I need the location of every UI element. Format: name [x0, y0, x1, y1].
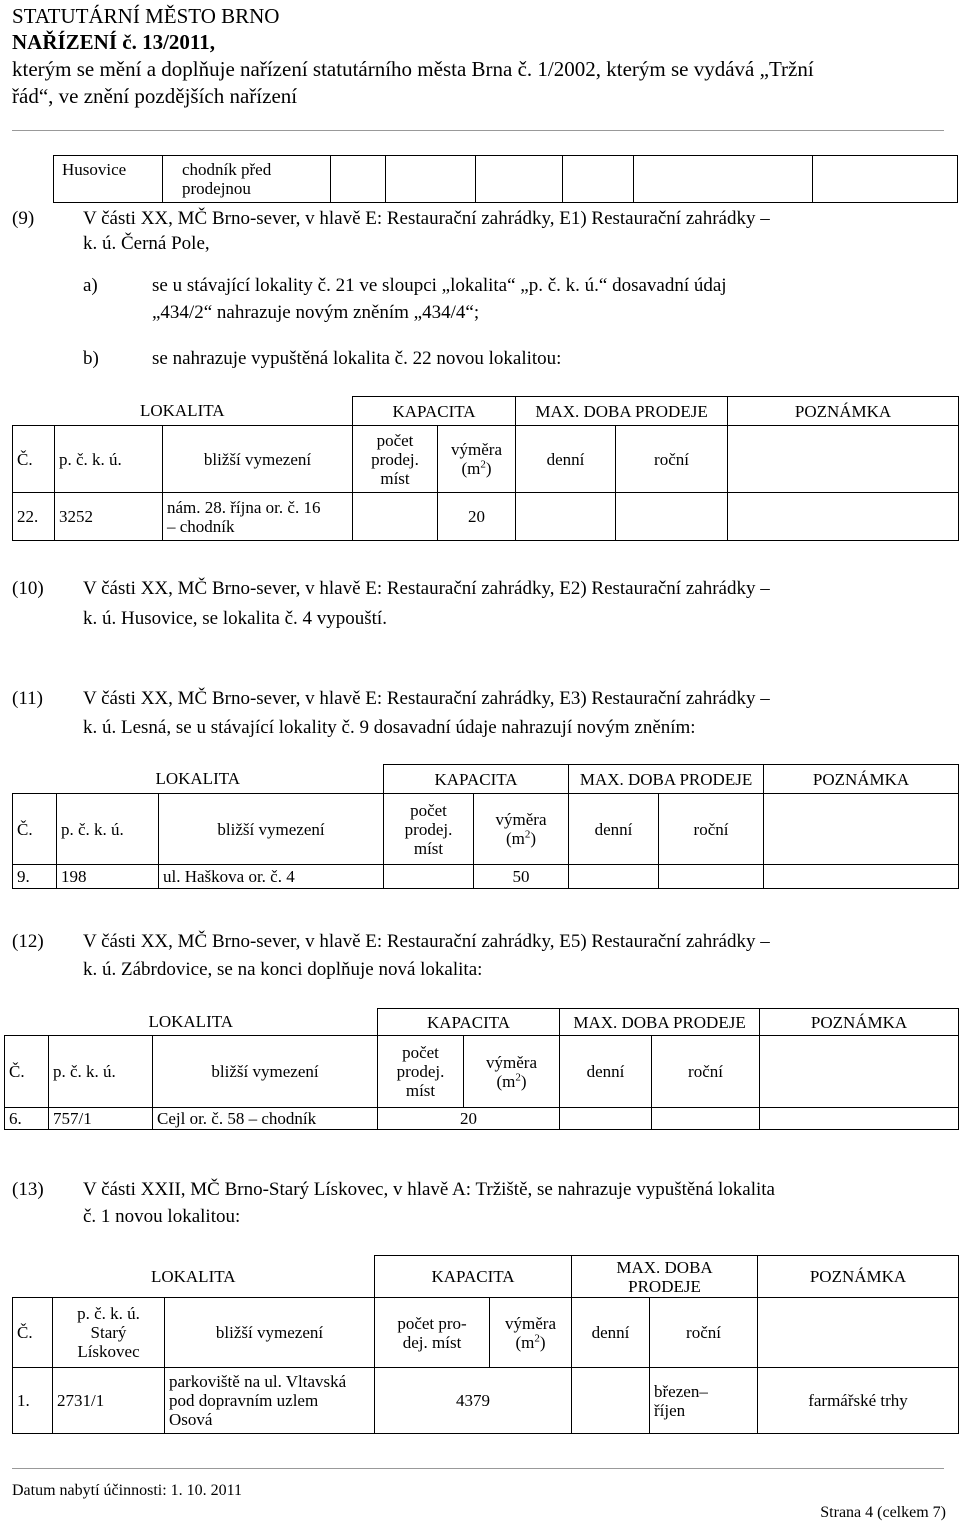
t12-col-blizsi: bližší vymezení — [153, 1036, 378, 1108]
t11-col-poznamka: POZNÁMKA — [764, 765, 959, 794]
col-pocet-l1: počet — [376, 430, 414, 450]
s9-a-label: a) — [83, 275, 98, 296]
t13-rocni-l1: březen– — [654, 1381, 708, 1401]
t11-col-rocni: roční — [659, 794, 764, 865]
s11-number: (11) — [12, 688, 43, 709]
s12-line2: k. ú. Zábrdovice, se na konci doplňuje nová lokalita: — [83, 959, 483, 980]
table-locality-1 — [12, 1255, 959, 1434]
footer-effective-date: Datum nabytí účinnosti: 1. 10. 2011 — [12, 1482, 243, 1499]
t13-col-lokalita: LOKALITA — [13, 1256, 375, 1298]
t12-col-kapacita: KAPACITA — [378, 1009, 560, 1036]
t13-col-denni: denní — [572, 1298, 650, 1368]
s13-line1: V části XXII, MČ Brno-Starý Lískovec, v hlavě A: Tržiště, se nahrazuje vypuštěná lokalita — [83, 1179, 775, 1200]
t9-blizsi-l2: – chodník — [167, 516, 235, 536]
col-denni: denní — [516, 426, 616, 493]
t11-col-kapacita: KAPACITA — [384, 765, 569, 794]
top-location: chodník před prodejnou — [182, 160, 272, 198]
col-blizsi: bližší vymezení — [163, 426, 353, 493]
t11-col-vymera-unit: (m — [505, 829, 525, 848]
col-c: Č. — [13, 426, 55, 493]
table-locality-22 — [12, 396, 959, 541]
t12-blizsi: Cejl or. č. 58 – chodník — [153, 1108, 378, 1130]
t13-col-blizsi: bližší vymezení — [165, 1298, 375, 1368]
t12-col-pocet-l1: počet — [402, 1043, 439, 1062]
t12-col-vymera-unit: (m — [496, 1071, 516, 1091]
t11-col-pck: p. č. k. ú. — [57, 794, 159, 865]
t13-col-poznamka: POZNÁMKA — [758, 1256, 959, 1298]
t12-col-denni: denní — [560, 1036, 652, 1108]
t11-blizsi: ul. Haškova or. č. 4 — [159, 865, 384, 889]
t11-col-lokalita: LOKALITA — [13, 765, 384, 794]
t13-rocni-l2: říjen — [654, 1400, 686, 1420]
t13-col-pck-l1: p. č. k. ú. — [77, 1304, 140, 1323]
s13-line2: č. 1 novou lokalitou: — [83, 1206, 241, 1227]
col-vymera-unit: (m — [461, 459, 481, 478]
col-pocet-l3: míst — [380, 468, 410, 488]
t13-c: 1. — [13, 1368, 53, 1434]
header-decree: NAŘÍZENÍ č. 13/2011, — [12, 30, 216, 54]
t13-blizsi-l2: pod dopravním uzlem — [169, 1391, 319, 1410]
t12-col-c: Č. — [5, 1036, 49, 1108]
t13-blizsi-l3: Osová — [169, 1410, 213, 1429]
t13-vymera: 4379 — [375, 1368, 572, 1434]
s10-number: (10) — [12, 578, 44, 599]
t13-col-pocet-l2: dej. míst — [402, 1332, 462, 1352]
t9-vymera: 20 — [438, 493, 516, 541]
col-vymera-sup: 2 — [480, 458, 486, 471]
t11-col-vymera-sup: 2 — [524, 828, 531, 841]
s12-line1: V části XX, MČ Brno-sever, v hlavě E: Restaurační zahrádky, E5) Restaurační zahrádky – — [83, 931, 770, 952]
footer-page-number: Strana 4 (celkem 7) — [820, 1504, 946, 1521]
t12-vymera: 20 — [378, 1108, 560, 1130]
t9-c: 22. — [13, 493, 55, 541]
t11-col-denni: denní — [569, 794, 659, 865]
t12-c: 6. — [5, 1108, 49, 1130]
col-lokalita: LOKALITA — [13, 397, 353, 426]
t13-col-pck-l2: Starý — [90, 1323, 127, 1342]
t13-col-vymera-close: ) — [539, 1332, 546, 1352]
t13-col-vymera-l1: výměra — [505, 1313, 556, 1333]
t11-col-vymera-l1: výměra — [495, 810, 547, 829]
table-locality-6 — [4, 1008, 959, 1130]
col-pocet-l2: prodej. — [371, 449, 419, 469]
t13-col-pck-l3: Lískovec — [77, 1342, 140, 1361]
t13-col-vymera-unit: (m — [515, 1332, 535, 1352]
t12-col-pocet-l3: míst — [405, 1081, 436, 1100]
t11-col-max-doba: MAX. DOBA PRODEJE — [569, 765, 764, 794]
col-pck: p. č. k. ú. — [55, 426, 163, 493]
t12-col-rocni: roční — [652, 1036, 760, 1108]
t12-col-max-doba: MAX. DOBA PRODEJE — [560, 1009, 760, 1036]
s12-number: (12) — [12, 931, 44, 952]
t13-poznamka: farmářské trhy — [758, 1368, 959, 1434]
t12-pck: 757/1 — [49, 1108, 153, 1130]
s9-line1: V části XX, MČ Brno-sever, v hlavě E: Restaurační zahrádky, E1) Restaurační zahrádky – — [83, 208, 770, 229]
col-vymera-l1: výměra — [451, 440, 502, 459]
t13-col-kapacita: KAPACITA — [375, 1256, 572, 1298]
t11-c: 9. — [13, 865, 57, 889]
t13-col-pocet-l1: počet pro- — [397, 1313, 467, 1333]
s9-a-line2: „434/2“ nahrazuje novým zněním „434/4“; — [152, 302, 480, 323]
col-rocni: roční — [616, 426, 728, 493]
header-subtitle-line1: kterým se mění a doplňuje nařízení statutárního města Brna č. 1/2002, kterým se vydává „Tržní — [12, 57, 814, 81]
s9-b-line1: se nahrazuje vypuštěná lokalita č. 22 novou lokalitou: — [152, 348, 562, 369]
top-area: Husovice — [62, 160, 127, 179]
t11-col-blizsi: bližší vymezení — [159, 794, 384, 865]
t11-col-vymera-close: ) — [530, 829, 537, 848]
t12-col-vymera-sup: 2 — [515, 1070, 521, 1083]
s13-number: (13) — [12, 1179, 44, 1200]
t13-col-c: Č. — [13, 1298, 53, 1368]
t12-col-vymera-close: ) — [520, 1071, 527, 1091]
t13-col-max: MAX. DOBA — [616, 1257, 713, 1277]
header-subtitle-line2: řád“, ve znění pozdějších nařízení — [12, 84, 298, 108]
t13-blizsi-l1: parkoviště na ul. Vltavská — [169, 1372, 347, 1391]
t12-col-lokalita: LOKALITA — [5, 1009, 378, 1036]
t11-col-pocet-l2: prodej. — [404, 819, 453, 839]
t11-col-c: Č. — [13, 794, 57, 865]
col-poznamka: POZNÁMKA — [728, 397, 959, 426]
header-city: STATUTÁRNÍ MĚSTO BRNO — [12, 4, 280, 28]
t11-col-pocet-l1: počet — [410, 800, 447, 820]
t9-blizsi-l1: nám. 28. října or. č. 16 — [167, 497, 321, 517]
col-vymera-close: ) — [485, 459, 492, 478]
t9-pck: 3252 — [55, 493, 163, 541]
t12-col-poznamka: POZNÁMKA — [760, 1009, 959, 1036]
col-kapacita: KAPACITA — [353, 397, 516, 426]
col-max-doba: MAX. DOBA PRODEJE — [516, 397, 728, 426]
table-locality-9 — [12, 764, 959, 889]
t11-vymera: 50 — [474, 865, 569, 889]
t12-col-vymera-l1: výměra — [486, 1052, 537, 1072]
t13-col-vymera-sup: 2 — [534, 1331, 540, 1344]
t13-col-prodeje: PRODEJE — [628, 1276, 701, 1296]
s10-line2: k. ú. Husovice, se lokalita č. 4 vypouští. — [83, 608, 387, 629]
t13-col-rocni: roční — [650, 1298, 758, 1368]
t11-col-pocet-l3: míst — [413, 838, 444, 858]
s11-line1: V části XX, MČ Brno-sever, v hlavě E: Restaurační zahrádky, E3) Restaurační zahrádky – — [83, 688, 770, 709]
s9-number: (9) — [12, 208, 35, 229]
s10-line1: V části XX, MČ Brno-sever, v hlavě E: Restaurační zahrádky, E2) Restaurační zahrádky – — [83, 578, 770, 599]
footer-divider — [12, 1468, 944, 1469]
s11-line2: k. ú. Lesná, se u stávající lokality č. 9 dosavadní údaje nahrazují novým zněním: — [83, 717, 696, 738]
s9-line2: k. ú. Černá Pole, — [83, 233, 210, 254]
t12-col-pck: p. č. k. ú. — [49, 1036, 153, 1108]
t12-col-pocet-l2: prodej. — [396, 1062, 445, 1081]
t11-pck: 198 — [57, 865, 159, 889]
t13-pck: 2731/1 — [53, 1368, 165, 1434]
s9-b-label: b) — [83, 348, 99, 369]
header-divider — [12, 130, 944, 131]
s9-a-line1: se u stávající lokality č. 21 ve sloupci „lokalita“ „p. č. k. ú.“ dosavadní údaj — [152, 275, 727, 296]
